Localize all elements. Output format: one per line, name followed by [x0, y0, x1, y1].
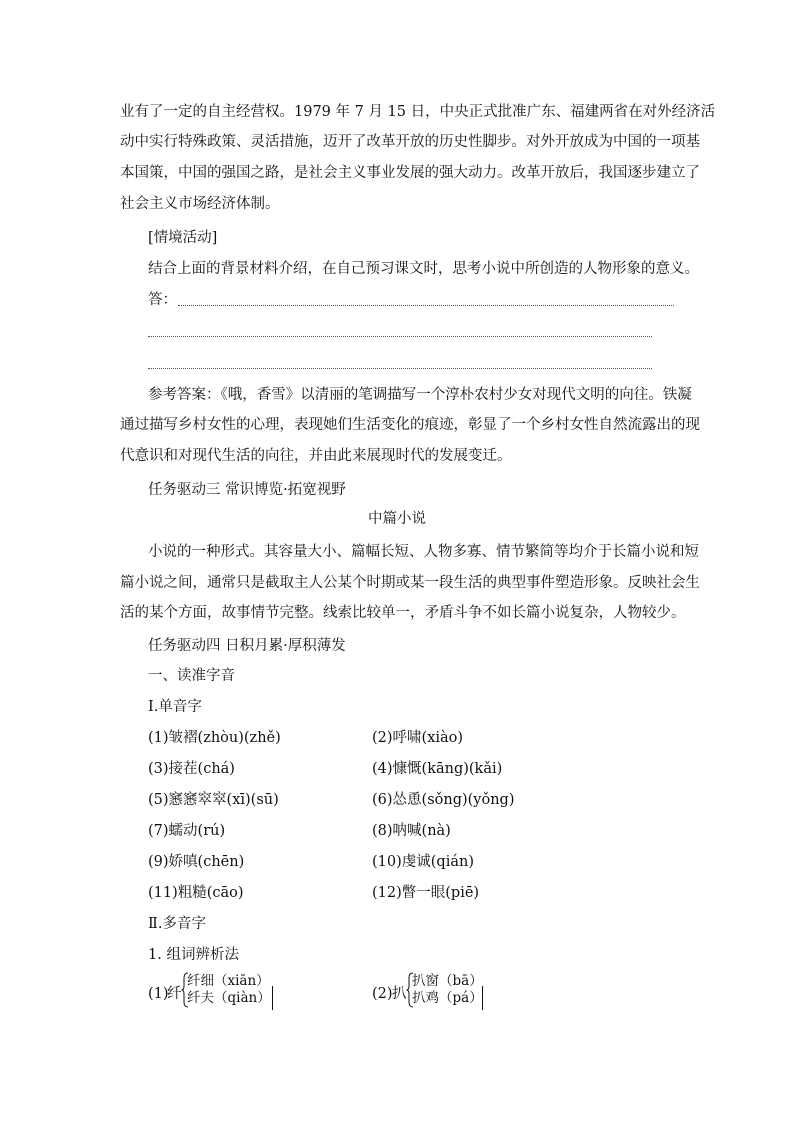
word-item-7: (7)蠕动(rú) [148, 823, 226, 839]
task3-heading: 任务驱动三 常识博览·拓宽视野 [148, 482, 346, 498]
poly-item-1-number: (1) [148, 986, 169, 1002]
poly-item-1-char: 纤 [167, 986, 182, 1002]
answer-label: 答： [148, 292, 177, 308]
word-item-6: (6)怂恿(sǒng)(yǒng) [372, 792, 515, 808]
poly-item-2-word-a: 扒窗（bā） [412, 973, 483, 989]
intro-line-4: 社会主义市场经济体制。 [120, 196, 280, 212]
poly-item-2-char: 扒 [392, 986, 407, 1002]
word-item-5: (5)窸窸窣窣(xī)(sū) [148, 792, 279, 808]
word-item-12: (12)瞥一眼(piē) [372, 885, 480, 901]
word-item-3: (3)接茬(chá) [148, 761, 235, 777]
task3-title: 中篇小说 [368, 511, 426, 527]
section-read-pronunciation: 一、读准字音 [148, 668, 235, 684]
word-item-1: (1)皱褶(zhòu)(zhě) [148, 730, 281, 746]
reference-line-1: 参考答案：《哦，香雪》以清丽的笔调描写一个淳朴农村少女对现代文明的向往。铁凝 [148, 387, 692, 403]
word-item-11: (11)粗糙(cāo) [148, 885, 244, 901]
answer-line-2[interactable] [148, 336, 652, 337]
poly-item-1-answer-bracket [272, 986, 273, 1010]
word-item-2: (2)呼啸(xiào) [372, 730, 464, 746]
subsection-single-reading: Ⅰ.单音字 [148, 699, 202, 715]
intro-line-1: 业有了一定的自主经营权。1979 年 7 月 15 日，中央正式批准广东、福建两省在对外经济活 [120, 104, 716, 120]
task4-heading: 任务驱动四 日积月累·厚积薄发 [148, 638, 346, 654]
intro-line-2: 动中实行特殊政策、灵活措施，迈开了改革开放的历史性脚步。对外开放成为中国的一项基 [120, 134, 700, 150]
reference-line-2: 通过描写乡村女性的心理，表现她们生活变化的痕迹，彰显了一个乡村女性自然流露出的现 [120, 417, 700, 433]
task3-line-3: 活的某个方面，故事情节完整。线索比较单一，矛盾斗争不如长篇小说复杂，人物较少。 [120, 605, 686, 621]
activity-prompt: 结合上面的背景材料介绍，在自己预习课文时，思考小说中所创造的人物形象的意义。 [148, 261, 699, 277]
task3-line-2: 篇小说之间，通常只是截取主人公某个时期或某一段生活的典型事件塑造形象。反映社会生 [120, 575, 700, 591]
intro-line-3: 本国策，中国的强国之路，是社会主义事业发展的强大动力。改革开放后，我国逐步建立了 [120, 165, 700, 181]
answer-line-1[interactable] [178, 305, 674, 306]
reference-line-3: 代意识和对现代生活的向往，并由此来展现时代的发展变迁。 [120, 448, 512, 464]
word-item-9: (9)娇嗔(chēn) [148, 854, 245, 870]
poly-item-1-word-a: 纤细（xiān） [187, 973, 270, 989]
poly-item-2-word-b: 扒鸡（pá） [412, 990, 483, 1006]
answer-line-3[interactable] [148, 368, 652, 369]
word-item-8: (8)呐喊(nà) [372, 823, 451, 839]
activity-heading: [情境活动] [148, 230, 218, 246]
method-heading: 1. 组词辨析法 [148, 947, 239, 963]
task3-line-1: 小说的一种形式。其容量大小、篇幅长短、人物多寡、情节繁简等均介于长篇小说和短 [148, 544, 699, 560]
word-item-10: (10)虔诚(qián) [372, 854, 474, 870]
poly-item-2-answer-bracket [482, 986, 483, 1010]
poly-item-2-number: (2) [372, 986, 393, 1002]
poly-item-1-word-b: 纤夫（qiàn） [187, 990, 271, 1006]
subsection-polyphonic: Ⅱ.多音字 [148, 916, 206, 932]
word-item-4: (4)慷慨(kāng)(kǎi) [372, 761, 503, 777]
